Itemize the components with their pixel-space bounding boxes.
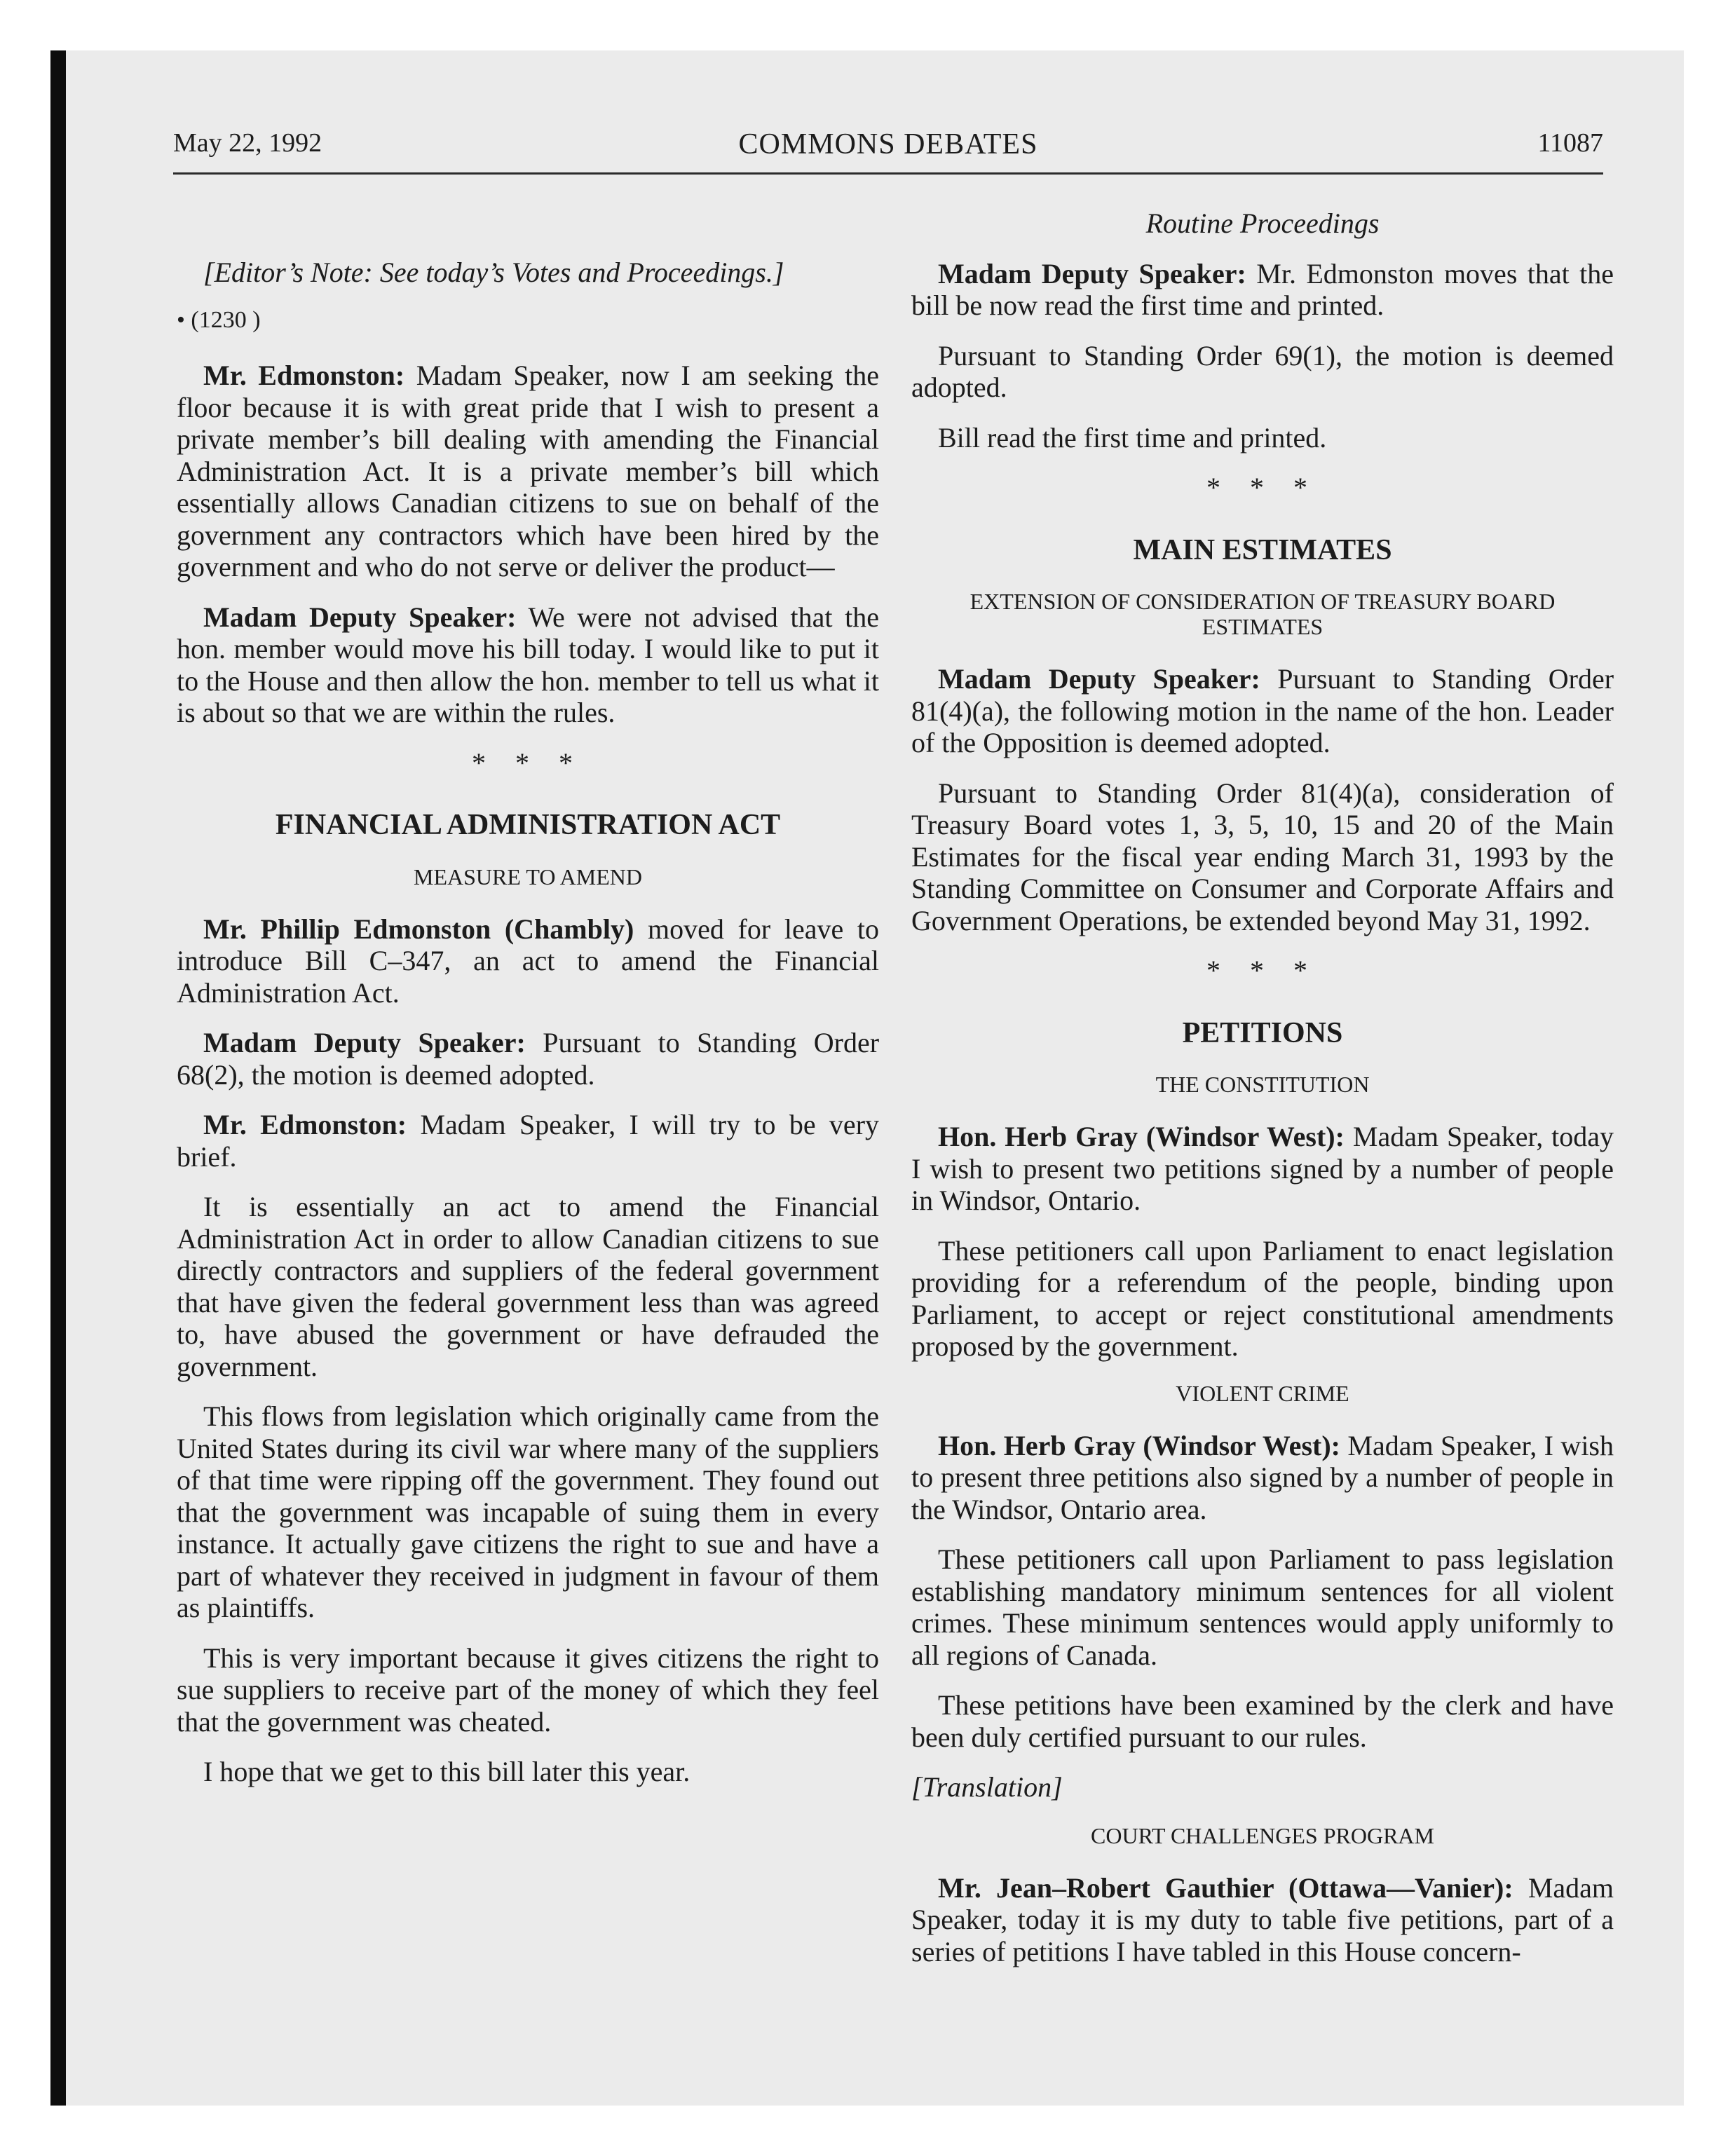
speech-text: Madam Speaker, I will try to be very brief. [177,1109,880,1173]
speaker-name: Mr. Edmonston: [203,360,405,391]
section-subheading: VIOLENT CRIME [1176,1380,1349,1406]
speaker-name: Madam Deputy Speaker: [938,663,1260,695]
speech-text: We were not advised that the hon. member would move his bill today. I would like to put it to the House and then allow the hon. member to tell us what it is about so that we are within the rules. [177,601,880,728]
speech-text: Pursuant to Standing Order 68(2), the motion is deemed adopted. [177,1027,880,1091]
speaker-name: Mr. Edmonston: [203,1109,407,1140]
paragraph [177,1109,879,1173]
speech-text: Mr. Edmonston moves that the bill be now read the first time and printed. [911,257,1614,321]
header-title: COMMONS DEBATES [738,128,1038,161]
speaker-name: Mr. Jean–Robert Gauthier (Ottawa—Vanier): [938,1871,1513,1904]
paragraph: This flows from legislation which originally came from the United States during its civil war where many of the suppliers of that time were ripping off the government. They found out that the government was incapable of suing them in every instance. It actually gave citizens the right to sue and have a part of whatever they received in judgment in favour of them as plaintiffs. [177,1400,879,1623]
paragraph [911,1872,1614,1968]
speaker-name: Hon. Herb Gray (Windsor West): [938,1121,1345,1152]
speech-text: Pursuant to Standing Order 81(4)(a), the following motion in the name of the hon. Leader of the Opposition is deemed adopted. [911,663,1614,758]
speaker-name: Madam Deputy Speaker: [938,257,1246,289]
paragraph: It is essentially an act to amend the Financial Administration Act in order to allow Canadian citizens to sue directly contractors and suppliers of the federal government that have given the federal government less than was agreed to, have abused the government or have defrauded the government. [177,1191,879,1382]
paragraph [911,1430,1614,1526]
header-date: May 22, 1992 [173,128,322,158]
section-subheading: THE CONSTITUTION [1155,1072,1370,1097]
section-separator: * * * [1206,472,1319,503]
speaker-name: Madam Deputy Speaker: [203,1027,526,1058]
paragraph [177,913,879,1009]
paragraph [177,360,879,583]
paragraph [177,601,879,729]
speaker-name: Hon. Herb Gray (Windsor West): [938,1429,1340,1461]
speaker-name: Mr. Phillip Edmonston (Chambly) [203,913,634,945]
speech-text: Madam Speaker, now I am seeking the floor because it is with great pride that I wish to present a private member’s bill dealing with amending the Financial Administration Act. It is a private member’s bill which essentially allows Canadian citizens to sue on behalf of the government any contractors which have been hired by the government and who do not serve or deliver the product— [177,360,880,582]
paragraph [911,258,1614,322]
paragraph: Bill read the first time and printed. [938,421,1327,453]
paragraph [911,663,1614,759]
section-heading: FINANCIAL ADMINISTRATION ACT [275,809,781,841]
paragraph: These petitions have been examined by the clerk and have been duly certified pursuant to our rules. [911,1689,1614,1753]
paragraph: These petitioners call upon Parliament to enact legislation providing for a referendum of the people, binding upon Parliament, to accept or reject constitutional amendments proposed by the government. [911,1234,1614,1362]
translation-marker: [Translation] [911,1771,1063,1803]
section-heading: PETITIONS [1182,1016,1343,1049]
section-separator: * * * [472,746,584,779]
header-rule [173,172,1603,175]
section-subheading: EXTENSION OF CONSIDERATION OF TREASURY BOARD ESTIMATES [969,589,1556,639]
section-subheading: COURT CHALLENGES PROGRAM [1091,1822,1434,1848]
paragraph [177,1027,879,1091]
page-header [173,125,1603,172]
speaker-name: Madam Deputy Speaker: [203,601,517,633]
paragraph: Pursuant to Standing Order 81(4)(a), consideration of Treasury Board votes 1, 3, 5, 10, 15 and 20 of the Main Estimates for the fiscal year ending March 31, 1993 by the Standing Committee on Consumer and Corporate Affairs and Government Operations, be extended beyond May 31, 1992. [911,777,1614,936]
time-marker: • (1230 ) [177,306,261,333]
speech-text: moved for leave to introduce Bill C–347, an act to amend the Financial Administration Act. [177,913,879,1009]
editors-note: [Editor’s Note: See today’s Votes and Proceedings.] [203,257,784,288]
paragraph: These petitioners call upon Parliament to pass legislation establishing mandatory minimum sentences for all violent crimes. These minimum sentences would apply uniformly to all regions of Canada. [911,1543,1614,1671]
speech-text: Madam Speaker, today it is my duty to table five petitions, part of a series of petitions I have tabled in this House concern- [911,1871,1614,1967]
right-column [911,207,1614,1986]
left-column [177,207,879,1806]
paragraph: I hope that we get to this bill later this year. [203,1756,690,1787]
section-heading: MAIN ESTIMATES [1133,533,1392,566]
paragraph: This is very important because it gives citizens the right to sue suppliers to receive part of the money of which they feel that the government was cheated. [177,1642,879,1738]
paragraph [911,1121,1614,1217]
scan-edge-shadow [50,50,66,2106]
speech-text: Madam Speaker, I wish to present three petitions also signed by a number of people in the Windsor, Ontario area. [911,1429,1614,1525]
section-subheading: MEASURE TO AMEND [414,864,642,889]
section-separator: * * * [1206,955,1319,986]
speech-text: Madam Speaker, today I wish to present two petitions signed by a number of people in Windsor, Ontario. [911,1121,1614,1216]
page-number: 11087 [1537,128,1603,158]
paragraph: Pursuant to Standing Order 69(1), the motion is deemed adopted. [911,339,1614,403]
running-head: Routine Proceedings [1145,207,1380,239]
